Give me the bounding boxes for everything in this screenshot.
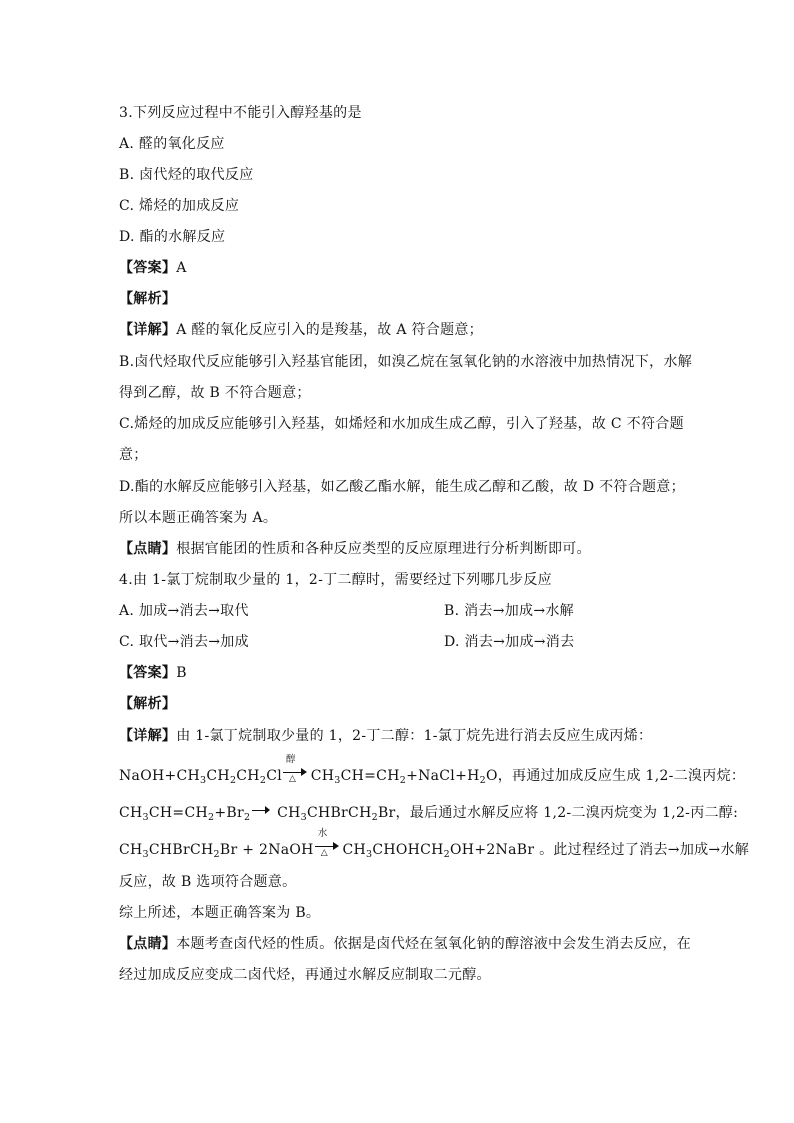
comment-label: 【点睛】 — [119, 541, 177, 557]
eq-text: CH — [236, 768, 260, 784]
q3-option-d: D. 酯的水解反应 — [119, 229, 226, 245]
q4-answer — [119, 665, 187, 681]
q4-option-d: D. 消去→加成→消去 — [444, 634, 575, 650]
eq-text: CH=CH — [340, 768, 400, 784]
q4-detail-1 — [119, 728, 652, 744]
q4-comment-2: 经过加成反应变成二卤代烃，再通过水解反应制取二元醇。 — [119, 967, 491, 983]
eq-subscript: 2 — [259, 775, 267, 786]
eq-text: CHOHCH — [372, 842, 444, 858]
comment-text: 根据官能团的性质和各种反应类型的反应原理进行分析判断即可。 — [176, 541, 591, 557]
eq-subscript: 3 — [365, 849, 373, 860]
q4-stem: 4.由 1-氯丁烷制取少量的 1，2-丁二醇时，需要经过下列哪几步反应 — [119, 572, 552, 588]
answer-label: 【答案】 — [119, 665, 177, 681]
answer-value: A — [176, 260, 187, 276]
eq-subscript: 3 — [200, 775, 207, 786]
q3-option-c: C. 烯烃的加成反应 — [119, 198, 240, 214]
detail-text: 由 1-氯丁烷制取少量的 1，2-丁二醇：1-氯丁烷先进行消去反应生成丙烯： — [176, 728, 653, 744]
eq-subscript: 3 — [300, 812, 307, 823]
eq-text: Br + 2NaOH — [219, 842, 314, 858]
q4-equation-1 — [119, 754, 746, 786]
q3-detail-6: D.酯的水解反应能够引入羟基，如乙酸乙酯水解，能生成乙醇和乙酸，故 D 不符合题意； — [119, 479, 685, 495]
eq-text: OH+2NaBr 。此过程经过了消去→加成→水解 — [450, 842, 750, 858]
q3-detail-7: 所以本题正确答案为 A。 — [119, 510, 278, 526]
answer-value: B — [176, 665, 187, 681]
q3-stem: 3.下列反应过程中不能引入醇羟基的是 — [119, 105, 362, 121]
q3-analysis-label: 【解析】 — [119, 291, 177, 307]
q4-option-c: C. 取代→消去→加成 — [119, 634, 249, 650]
q4-equation-3 — [119, 828, 750, 860]
q4-option-a: A. 加成→消去→取代 — [119, 603, 249, 619]
q3-detail-1 — [119, 322, 483, 338]
q4-options-row-1 — [119, 603, 679, 619]
eq-text: +NaCl+H — [406, 768, 480, 784]
eq-text: CH — [272, 805, 301, 821]
eq-text: CH — [119, 805, 143, 821]
eq-text: CH=CH — [148, 805, 208, 821]
q3-option-a: A. 醛的氧化反应 — [119, 136, 225, 152]
eq-subscript: 2 — [213, 849, 220, 860]
q4-analysis-label: 【解析】 — [119, 696, 177, 712]
detail-label: 【详解】 — [119, 322, 177, 338]
eq-subscript: 2 — [207, 812, 215, 823]
eq-text: CHBrCH — [306, 805, 372, 821]
q4-summary: 综上所述，本题正确答案为 B。 — [119, 905, 321, 921]
eq-text: +Br — [214, 805, 244, 821]
q3-detail-2: B.卤代烃取代反应能够引入羟基官能团，如溴乙烷在氢氧化钠的水溶液中加热情况下，水解 — [119, 354, 693, 370]
comment-text: 本题考查卤代烃的性质。依据是卤代烃在氢氧化钠的醇溶液中会发生消去反应，在 — [176, 936, 692, 952]
eq-subscript: 2 — [443, 849, 451, 860]
eq-text: Br，最后通过水解反应将 1,2-二溴丙烷变为 1,2-丙二醇: — [377, 805, 739, 821]
arrow-condition-bottom: △ — [288, 774, 297, 784]
eq-subscript: 2 — [479, 775, 486, 786]
comment-label: 【点睛】 — [119, 936, 177, 952]
eq-subscript: 3 — [334, 775, 341, 786]
eq-subscript: 2 — [371, 812, 378, 823]
eq-subscript: 2 — [229, 775, 237, 786]
arrow-condition-bottom: △ — [320, 848, 328, 858]
eq-subscript: 3 — [142, 849, 149, 860]
detail-text: A 醛的氧化反应引入的是羧基，故 A 符合题意； — [176, 322, 483, 338]
eq-text: CH — [206, 768, 230, 784]
q4-option-b: B. 消去→加成→水解 — [444, 603, 574, 619]
eq-subscript: 2 — [399, 775, 407, 786]
eq-text: CH — [337, 842, 366, 858]
q3-detail-5: 意； — [119, 447, 148, 463]
q3-answer — [119, 260, 187, 276]
eq-text: Cl — [266, 768, 282, 784]
reaction-arrow-icon — [252, 801, 270, 817]
eq-subscript: 3 — [142, 812, 149, 823]
q3-comment — [119, 541, 591, 557]
eq-subscript: 2 — [243, 812, 251, 823]
q4-equation-2 — [119, 801, 738, 823]
arrow-condition-top: 水 — [317, 828, 328, 839]
eq-text: NaOH+CH — [119, 768, 201, 784]
q4-detail-5: 反应，故 B 选项符合题意。 — [119, 874, 297, 890]
reaction-arrow-icon — [283, 754, 305, 784]
answer-label: 【答案】 — [119, 260, 177, 276]
q4-comment-1 — [119, 936, 691, 952]
q3-option-b: B. 卤代烃的取代反应 — [119, 167, 254, 183]
detail-label: 【详解】 — [119, 728, 177, 744]
q4-options-row-2 — [119, 634, 679, 650]
q3-detail-4: C.烯烃的加成反应能够引入羟基，如烯烃和水加成生成乙醇，引入了羟基，故 C 不符合题 — [119, 416, 684, 432]
eq-text: CHBrCH — [148, 842, 214, 858]
arrow-condition-top: 醇 — [285, 754, 296, 765]
reaction-arrow-icon — [315, 828, 337, 858]
eq-text: CH — [305, 768, 335, 784]
q3-detail-3: 得到乙醇，故 B 不符合题意； — [119, 385, 311, 401]
eq-text: CH — [119, 842, 143, 858]
eq-text: O，再通过加成反应生成 1,2-二溴丙烷： — [485, 768, 746, 784]
